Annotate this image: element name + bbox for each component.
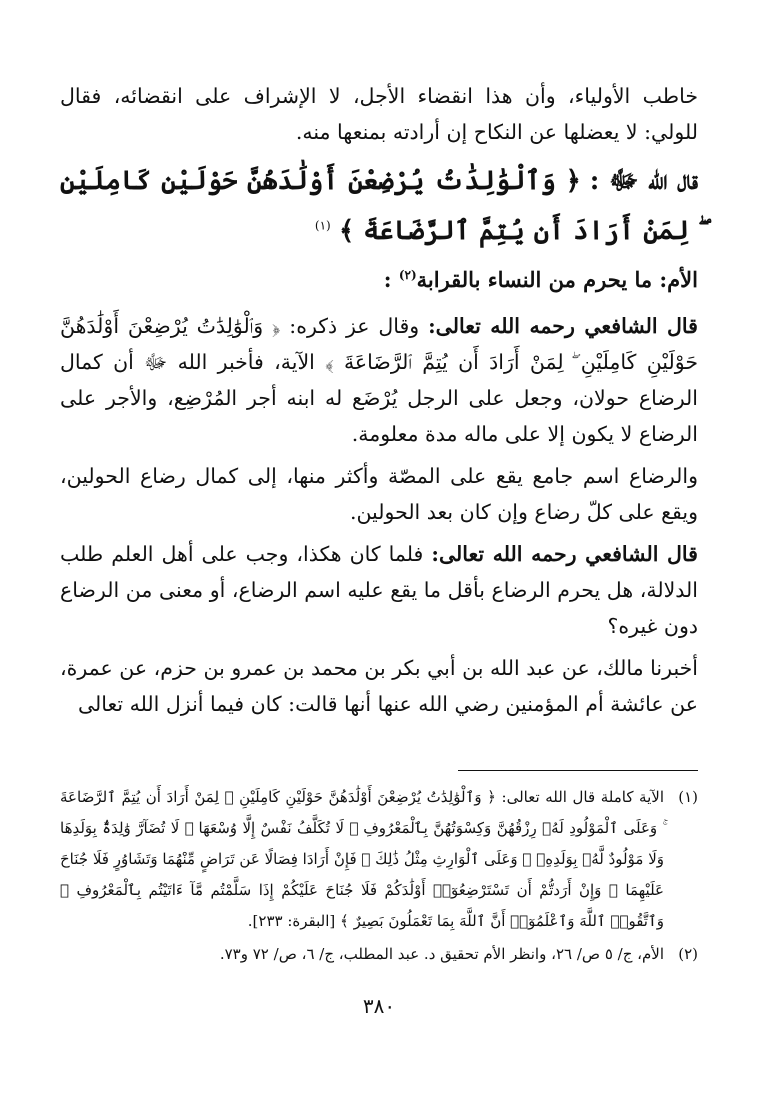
paragraph-2-text: وقال عز ذكره: ﴿ وَٱلْوَٰلِدَٰتُ يُرْضِعْنَ أَوْلَٰدَهُنَّ حَوْلَيْنِ كَامِلَيْنِ ۖ لِمَنْ أَرَادَ أَن يُتِمَّ ٱلرَّضَاعَةَ ﴾ الآية، فأخبر الله ﷻ أن كمال الرضاع حولان، وجعل على الرجل يُرْضَع له ابنه أجر المُرْضِع، والأجر على الرضاع لا يكون إلا على ماله مدة معلومة. — [60, 314, 698, 446]
paragraph-3 — [60, 458, 698, 530]
verse-footnote-ref[interactable]: (١) — [314, 218, 331, 233]
paragraph-4 — [60, 536, 698, 644]
book-page — [60, 78, 698, 1109]
section-heading-text: الأم: ما يحرم من النساء بالقرابة — [416, 267, 698, 292]
paragraph-1 — [60, 78, 698, 150]
footnote-2 — [60, 939, 698, 970]
paragraph-4-lead: قال الشافعي رحمه الله تعالى: — [431, 542, 698, 566]
footnote-1-text: الآية كاملة قال الله تعالى: ﴿ وَٱلْوَٰلِدَٰتُ يُرْضِعْنَ أَوْلَٰدَهُنَّ حَوْلَيْنِ كَامِلَيْنِ ۖ لِمَنْ أَرَادَ أَن يُتِمَّ ٱلرَّضَاعَةَ ۚ وَعَلَى ٱلْمَوْلُودِ لَهُۥ رِزْقُهُنَّ وَكِسْوَتُهُنَّ بِٱلْمَعْرُوفِ ۚ لَا تُكَلَّفُ نَفْسٌ إِلَّا وُسْعَهَا ۚ لَا تُضَآرَّ وَٰلِدَةٌۢ بِوَلَدِهَا وَلَا مَوْلُودٌ لَّهُۥ بِوَلَدِهِۦ ۚ وَعَلَى ٱلْوَارِثِ مِثْلُ ذَٰلِكَ ۗ فَإِنْ أَرَادَا فِصَالًا عَن تَرَاضٍ مِّنْهُمَا وَتَشَاوُرٍ فَلَا جُنَاحَ عَلَيْهِمَا ۗ وَإِنْ أَرَدتُّمْ أَن تَسْتَرْضِعُوٓا۟ أَوْلَٰدَكُمْ فَلَا جُنَاحَ عَلَيْكُمْ إِذَا سَلَّمْتُم مَّآ ءَاتَيْتُم بِٱلْمَعْرُوفِ ۗ وَٱتَّقُوا۟ ٱللَّهَ وَٱعْلَمُوٓا۟ أَنَّ ٱللَّهَ بِمَا تَعْمَلُونَ بَصِيرٌ ﴾ [البقرة: ٢٣٣]. — [60, 788, 664, 930]
section-heading-colon: : — [383, 267, 392, 292]
section-heading — [60, 262, 698, 298]
page-number: ٣٨٠ — [362, 994, 396, 1018]
verse-text: ﴿ وَٱلْوَٰلِدَٰتُ يُرْضِعْنَ أَوْلَٰدَهُنَّ حَوْلَيْنِ كَامِلَيْنِ ۖ لِمَنْ أَرَادَ أَن يُتِمَّ ٱلرَّضَاعَةَ ﴾ — [60, 166, 698, 246]
footnote-1 — [60, 782, 698, 937]
paragraph-4-text: فلما كان هكذا، وجب على أهل العلم طلب الدلالة، هل يحرم الرضاع بأقل ما يقع عليه اسم الرضاع، أو معنى من الرضاع دون غيره؟ — [60, 542, 698, 638]
paragraph-5-text: أخبرنا مالك، عن عبد الله بن أبي بكر بن محمد بن عمرو بن حزم، عن عمرة، عن عائشة أم المؤمنين رضي الله عنها أنها قالت: كان فيما أنزل الله تعالى — [60, 656, 698, 716]
paragraph-5 — [60, 650, 698, 722]
paragraph-2 — [60, 308, 698, 452]
heading-footnote-ref[interactable]: (٢) — [398, 268, 417, 282]
footnotes — [60, 782, 698, 972]
footnote-2-number: (٢) — [678, 945, 698, 963]
paragraph-1-text: خاطب الأولياء، وأن هذا انقضاء الأجل، لا الإشراف على انقضائه، فقال للولي: لا يعضلها عن النكاح إن أرادته بمنعها منه. — [60, 84, 698, 144]
footnote-2-text: الأم، ج/ ٥ ص/ ٢٦، وانظر الأم تحقيق د. عبد المطلب، ج/ ٦، ص/ ٧٢ و٧٣. — [219, 945, 664, 963]
paragraph-3-text: والرضاع اسم جامع يقع على المصّة وأكثر منها، إلى كمال رضاع الحولين، ويقع على كلّ رضاع وإن كان بعد الحولين. — [60, 464, 698, 524]
verse-intro: قال الله ﷻ : — [589, 166, 699, 196]
footnote-separator — [458, 770, 698, 771]
verse-block — [60, 156, 698, 256]
paragraph-2-lead: قال الشافعي رحمه الله تعالى: — [428, 314, 698, 338]
footnote-1-number: (١) — [678, 788, 698, 806]
